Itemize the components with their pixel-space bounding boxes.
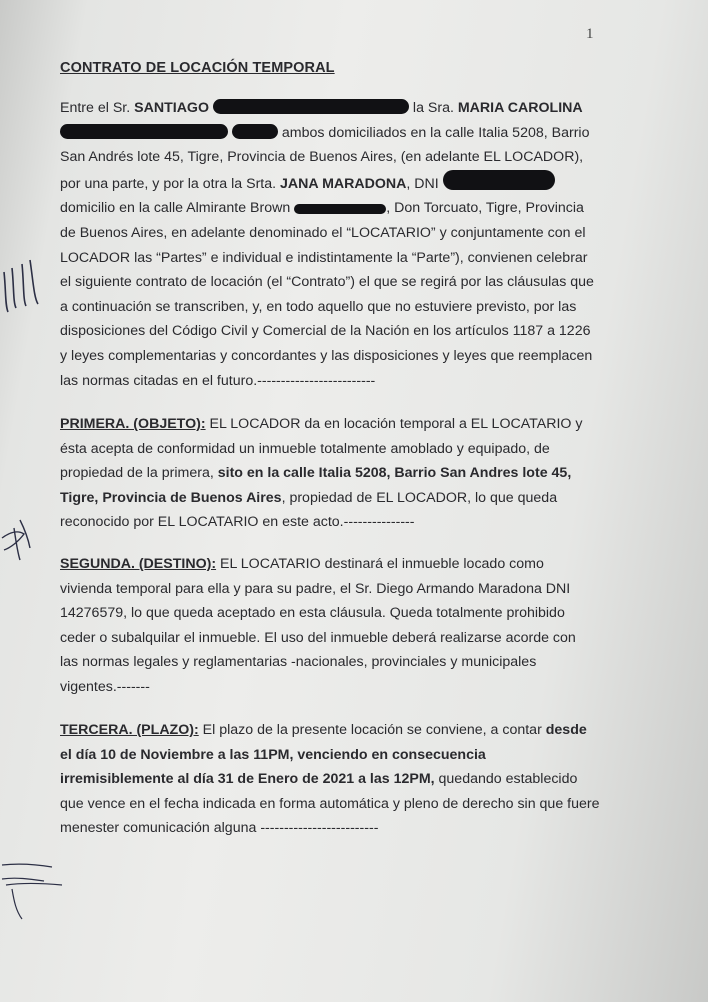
intro-line: domicilio en la calle Almirante Brown , Don Torcuato, Tigre, Provincia [60, 200, 584, 217]
clause-line: propiedad de la primera, sito en la calle Italia 5208, Barrio San Andres lote 45, [60, 465, 572, 482]
intro-line: de Buenos Aires, en adelante denominado el “LOCATARIO” y conjuntamente con el [60, 224, 586, 241]
clause-line: vigentes.------- [60, 678, 150, 695]
clause-heading: TERCERA. (PLAZO): [60, 722, 199, 738]
clause-line: PRIMERA. (OBJETO): EL LOCADOR da en locación temporal a EL LOCATARIO y [60, 416, 583, 432]
handwritten-initials [0, 508, 40, 568]
clause-line: ésta acepta de conformidad un inmueble totalmente amoblado y equipado, de [60, 440, 550, 457]
intro-line: San Andrés lote 45, Tigre, Provincia de Buenos Aires, (en adelante EL LOCADOR), [60, 149, 584, 166]
intro-line: disposiciones del Código Civil y Comercial de la Nación en los artículos 1187 a 1226 [60, 323, 591, 340]
clause-line: las normas legales y reglamentarias -nacionales, provinciales y municipales [60, 654, 537, 671]
redaction-mark [213, 99, 409, 114]
intro-line: ambos domiciliados en la calle Italia 5208, Barrio [60, 121, 600, 146]
intro-line: y leyes complementarias y concordantes y las disposiciones y leyes que reemplacen [60, 347, 593, 364]
handwritten-initials [0, 250, 50, 330]
redaction-mark [294, 204, 386, 214]
clause-line: TERCERA. (PLAZO): El plazo de la presente locación se conviene, a contar desde [60, 722, 587, 738]
clause-line: vivienda temporal para ella y para su padre, el Sr. Diego Armando Maradona DNI [60, 580, 571, 597]
clause-line: Tigre, Provincia de Buenos Aires, propiedad de EL LOCADOR, lo que queda [60, 489, 558, 506]
clause-line: 14276579, lo que queda aceptado en esta cláusula. Queda totalmente prohibido [60, 605, 565, 622]
clause-line: que vence en el fecha indicada en forma automática y pleno de derecho sin que fuere [60, 795, 600, 812]
handwritten-initials [0, 845, 70, 925]
page-number: 1 [586, 26, 594, 42]
redaction-mark [232, 124, 278, 139]
intro-line: Entre el Sr. SANTIAGO la Sra. MARIA CAROLINA [60, 100, 583, 116]
intro-line: el siguiente contrato de locación (el “Contrato”) el que se regirá por las cláusulas que [60, 274, 594, 291]
intro-line: a continuación se transcriben, y, en todo aquello que no estuviere previsto, por las [60, 298, 577, 315]
document-title: CONTRATO DE LOCACIÓN TEMPORAL [60, 60, 335, 76]
clause-line: reconocido por EL LOCATARIO en este acto.--------------- [60, 514, 415, 531]
clause-line: irremisiblemente al día 31 de Enero de 2021 a las 12PM, quedando establecido [60, 771, 578, 788]
redaction-mark [60, 124, 228, 139]
redaction-mark [443, 170, 555, 190]
clause-segunda [60, 552, 600, 700]
intro-line: las normas citadas en el futuro.------------------------- [60, 372, 376, 389]
intro-paragraph [60, 96, 600, 393]
clause-heading: SEGUNDA. (DESTINO): [60, 556, 217, 572]
intro-line: LOCADOR las “Partes” e individual e indistintamente la “Parte”), convienen celebrar [60, 249, 588, 266]
intro-line: por una parte, y por la otra la Srta. JANA MARADONA, DNI [60, 170, 600, 197]
clause-line: menester comunicación alguna ------------------------- [60, 820, 379, 837]
clause-line: el día 10 de Noviembre a las 11PM, venciendo en consecuencia [60, 746, 486, 763]
clause-tercera [60, 718, 600, 841]
clause-heading: PRIMERA. (OBJETO): [60, 416, 206, 432]
clause-line: SEGUNDA. (DESTINO): EL LOCATARIO destinará el inmueble locado como [60, 556, 544, 572]
clause-line: ceder o subalquilar el inmueble. El uso del inmueble deberá realizarse acorde con [60, 629, 576, 646]
clause-primera [60, 412, 600, 535]
